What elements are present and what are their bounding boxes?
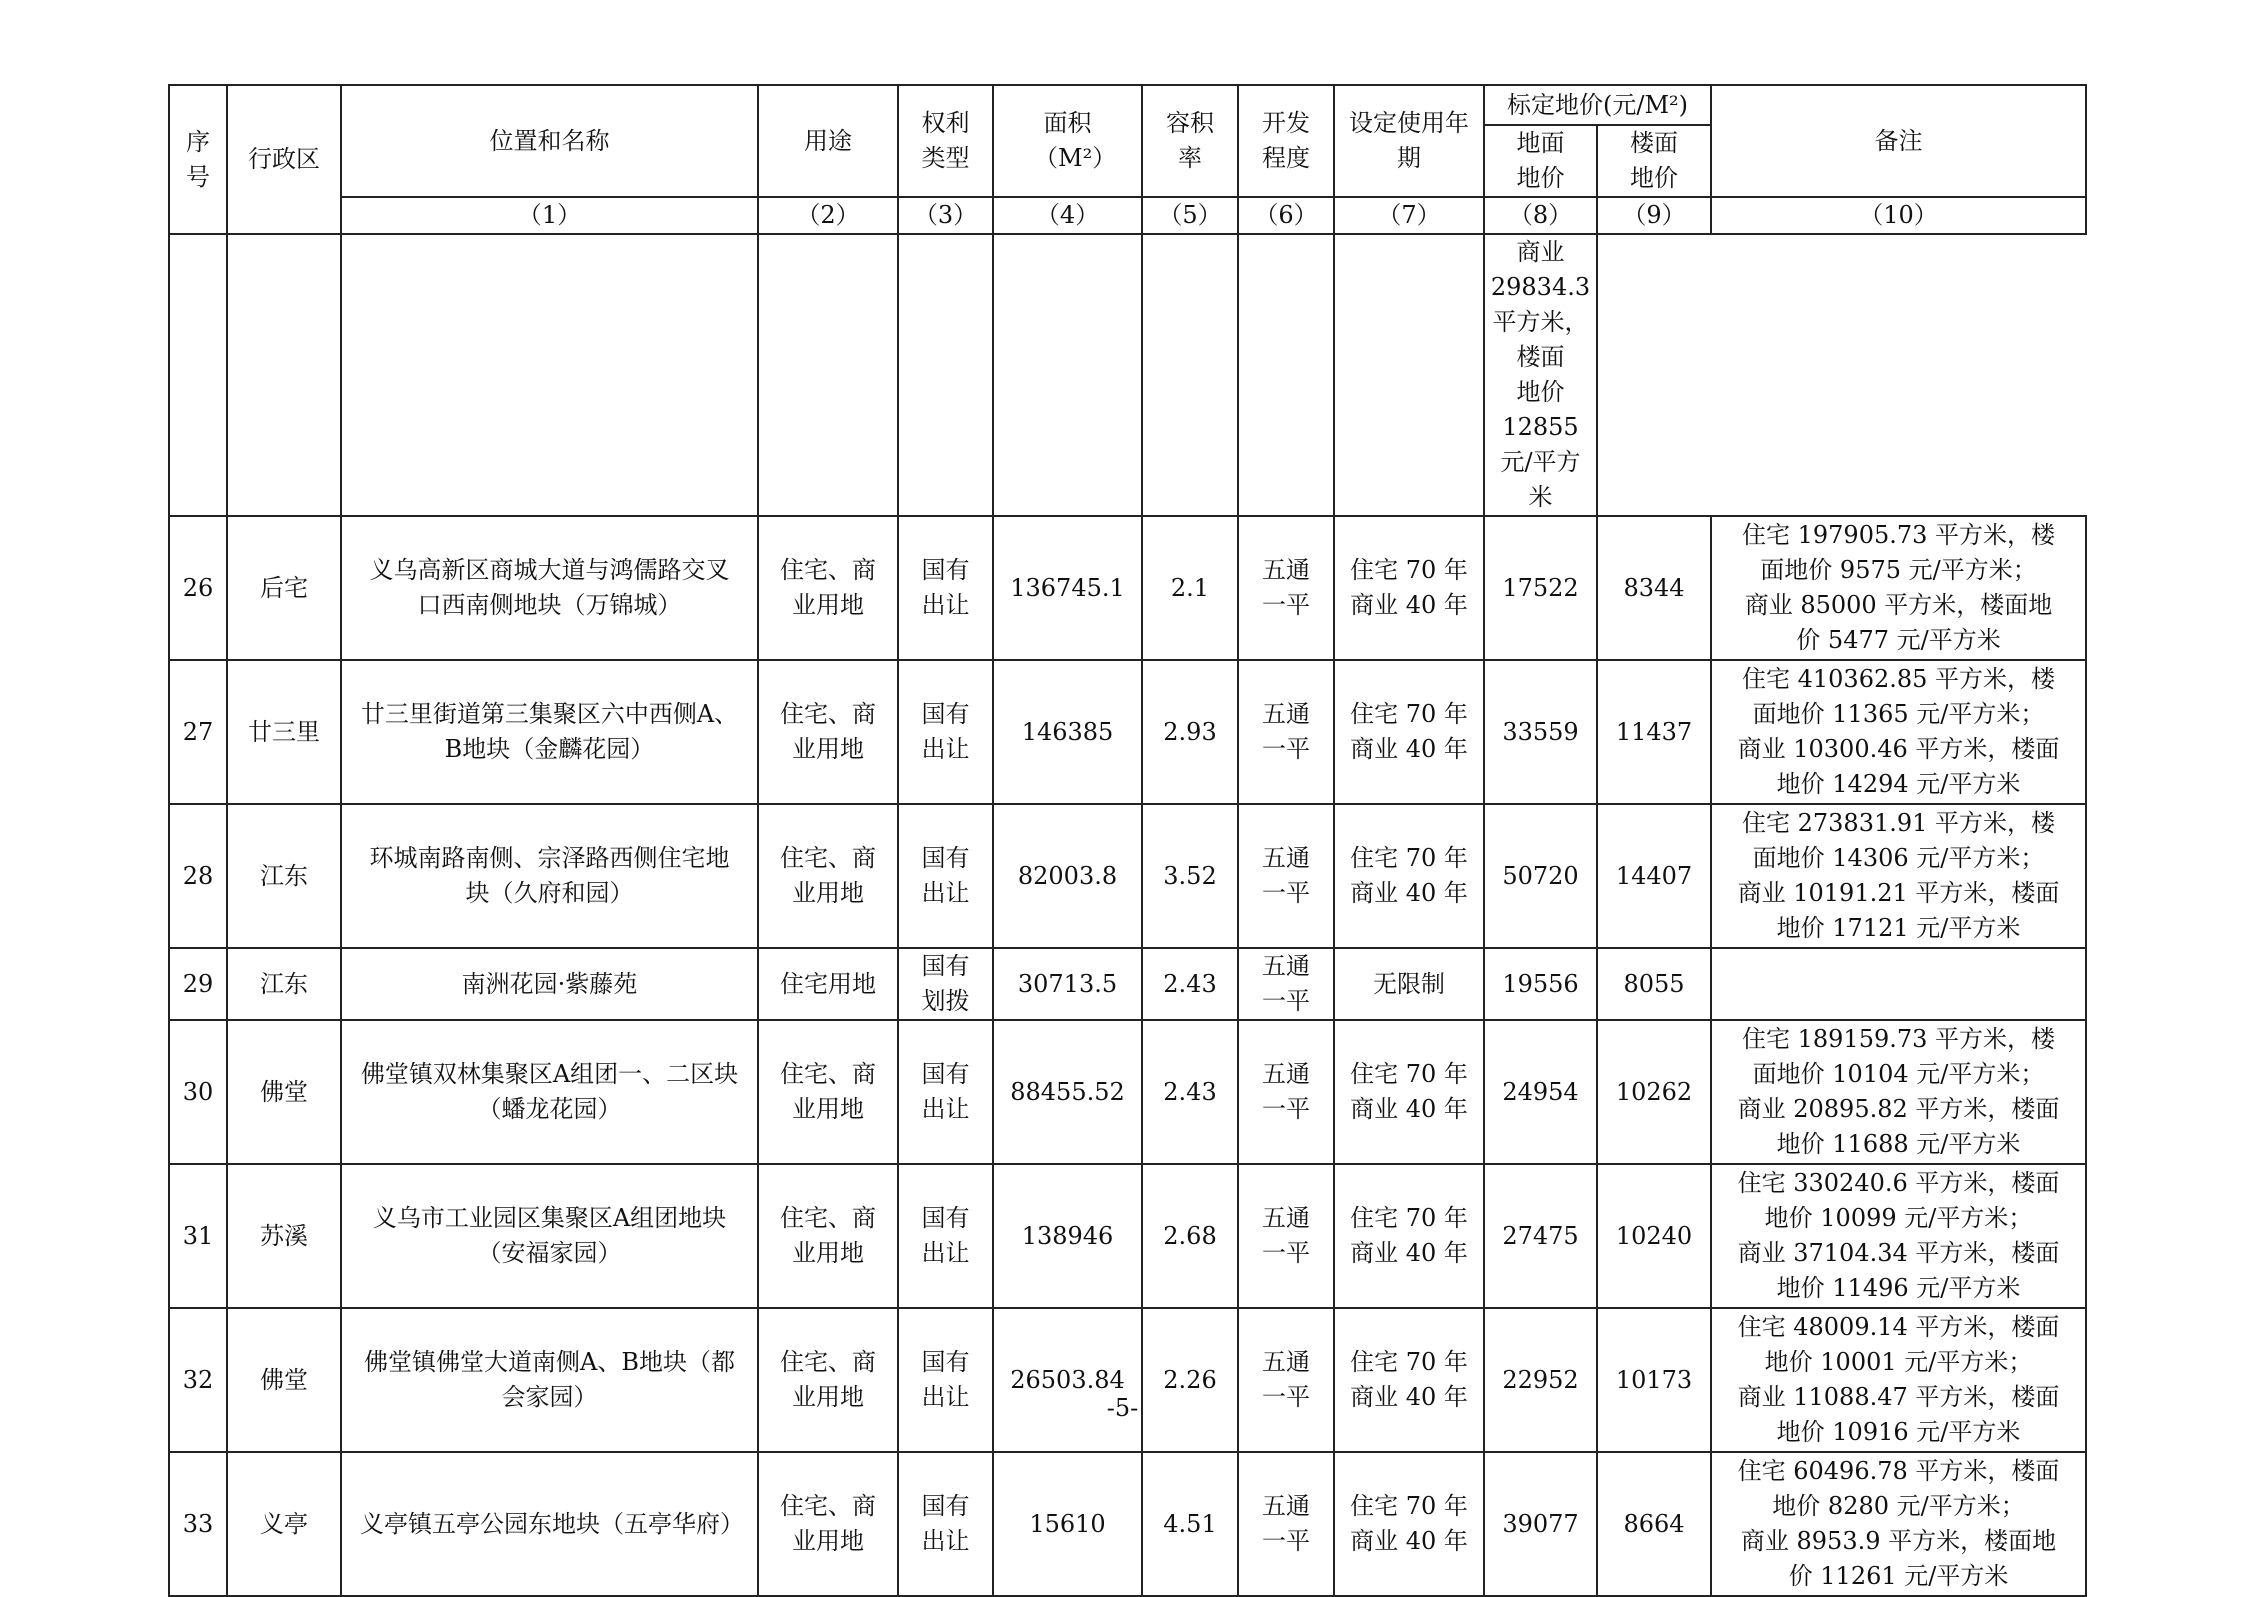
remark-line: 地价 11496 元/平方米 [1776,1274,2021,1302]
row-far: 2.43 [1142,1020,1238,1164]
row-rights: 国有出让 [898,516,993,660]
row-remark [1711,1308,2086,1452]
row-land-price: 33559 [1484,660,1597,804]
header-seq: 序号 [169,85,227,234]
column-number: （1） [341,197,758,234]
row-land-price: 19556 [1484,948,1597,1020]
row-floor-price: 11437 [1597,660,1711,804]
column-number: （3） [898,197,993,234]
row-use: 住宅、商业用地 [758,1164,898,1308]
column-number: （5） [1142,197,1238,234]
table-row [169,948,2086,1020]
row-floor-price: 8344 [1597,516,1711,660]
remark-line: 价 5477 元/平方米 [1796,626,2001,654]
remark-line: 面地价 11365 元/平方米； [1752,700,2045,728]
row-term: 住宅 70 年 商业 40 年 [1334,1308,1484,1452]
row-seq: 27 [169,660,227,804]
row-floor-price: 8664 [1597,1452,1711,1596]
row-far: 2.93 [1142,660,1238,804]
row-far: 4.51 [1142,1452,1238,1596]
table-row [169,660,2086,804]
remark-line: 商业 10300.46 平方米，楼面 [1737,735,2060,763]
row-use: 住宅、商业用地 [758,516,898,660]
row-rights: 国有出让 [898,1020,993,1164]
row-district: 苏溪 [227,1164,341,1308]
column-number: （8） [1484,197,1597,234]
row-floor-price: 10240 [1597,1164,1711,1308]
row-location: 义乌高新区商城大道与鸿儒路交叉口西南侧地块（万锦城） [341,516,758,660]
row-area: 136745.1 [993,516,1142,660]
row-far: 3.52 [1142,804,1238,948]
header-remarks: 备注 [1711,85,2086,197]
row-land-price: 24954 [1484,1020,1597,1164]
row-use: 住宅、商业用地 [758,1452,898,1596]
remark-line: 价 11261 元/平方米 [1788,1562,2009,1590]
remark-line: 商业 37104.34 平方米，楼面 [1737,1239,2060,1267]
row-area: 26503.84 [993,1308,1142,1452]
remark-line: 住宅 410362.85 平方米，楼 [1741,665,2056,693]
row-term: 住宅 70 年 商业 40 年 [1334,1452,1484,1596]
header-rights: 权利类型 [898,85,993,197]
remark-line: 住宅 48009.14 平方米，楼面 [1737,1313,2060,1341]
row-area: 15610 [993,1452,1142,1596]
row-location: 佛堂镇佛堂大道南侧A、B地块（都会家园） [341,1308,758,1452]
row-location: 佛堂镇双林集聚区A组团一、二区块（蟠龙花园） [341,1020,758,1164]
row-seq: 26 [169,516,227,660]
header-far: 容积率 [1142,85,1238,197]
row-land-price: 39077 [1484,1452,1597,1596]
row-remark [1711,804,2086,948]
row-location: 南洲花园·紫藤苑 [341,948,758,1020]
row-rights: 国有出让 [898,804,993,948]
row-floor-price: 10262 [1597,1020,1711,1164]
row-rights: 国有出让 [898,660,993,804]
remark-line: 地价 10099 元/平方米； [1764,1204,2033,1232]
header-area: 面积（M²） [993,85,1142,197]
row-term: 住宅 70 年 商业 40 年 [1334,660,1484,804]
header-use: 用途 [758,85,898,197]
row-remark [1711,1164,2086,1308]
row-far: 2.1 [1142,516,1238,660]
row-land-price: 27475 [1484,1164,1597,1308]
remark-line: 地价 17121 元/平方米 [1776,914,2021,942]
row-location: 廿三里街道第三集聚区六中西侧A、B地块（金麟花园） [341,660,758,804]
row-rights: 国有出让 [898,1164,993,1308]
row-seq: 31 [169,1164,227,1308]
row-far: 2.26 [1142,1308,1238,1452]
remark-line: 商业 20895.82 平方米，楼面 [1737,1095,2060,1123]
row-area: 88455.52 [993,1020,1142,1164]
row-dev: 五通一平 [1238,948,1334,1020]
table-row [169,516,2086,660]
page-number: -5- [1106,1394,1139,1422]
header-term: 设定使用年期 [1334,85,1484,197]
row-term: 住宅 70 年 商业 40 年 [1334,1020,1484,1164]
row-rights: 国有划拨 [898,948,993,1020]
header-price-group: 标定地价(元/M²) [1484,85,1711,125]
remark-line: 地价 11688 元/平方米 [1776,1130,2021,1158]
continued-remark-cell [1484,234,1597,516]
row-area: 146385 [993,660,1142,804]
remark-line: 面地价 14306 元/平方米； [1752,844,2045,872]
row-dev: 五通一平 [1238,804,1334,948]
row-floor-price: 14407 [1597,804,1711,948]
row-area: 82003.8 [993,804,1142,948]
table-row [169,1164,2086,1308]
row-district: 江东 [227,804,341,948]
row-district: 廿三里 [227,660,341,804]
table-row [169,804,2086,948]
row-far: 2.68 [1142,1164,1238,1308]
remark-line: 面地价 10104 元/平方米； [1752,1060,2045,1088]
row-location: 义乌市工业园区集聚区A组团地块（安福家园） [341,1164,758,1308]
row-seq: 30 [169,1020,227,1164]
row-seq: 28 [169,804,227,948]
row-term: 无限制 [1334,948,1484,1020]
row-land-price: 50720 [1484,804,1597,948]
remark-line: 商业 29834.3 平方米，楼面 [1490,238,1591,371]
row-district: 佛堂 [227,1020,341,1164]
row-seq: 29 [169,948,227,1020]
row-dev: 五通一平 [1238,516,1334,660]
remark-line: 住宅 273831.91 平方米，楼 [1741,809,2056,837]
row-remark [1711,660,2086,804]
row-rights: 国有出让 [898,1308,993,1452]
row-floor-price: 8055 [1597,948,1711,1020]
remark-line: 商业 8953.9 平方米，楼面地 [1740,1527,2057,1555]
row-use: 住宅、商业用地 [758,1308,898,1452]
row-remark [1711,1452,2086,1596]
table-row [169,1020,2086,1164]
header-district: 行政区 [227,85,341,234]
land-price-table [168,84,2087,1597]
row-location: 环城南路南侧、宗泽路西侧住宅地块（久府和园） [341,804,758,948]
column-number: （9） [1597,197,1711,234]
row-dev: 五通一平 [1238,1452,1334,1596]
row-location: 义亭镇五亭公园东地块（五亭华府） [341,1452,758,1596]
row-use: 住宅、商业用地 [758,804,898,948]
row-dev: 五通一平 [1238,660,1334,804]
remark-line: 住宅 60496.78 平方米，楼面 [1737,1457,2060,1485]
row-land-price: 22952 [1484,1308,1597,1452]
row-remark [1711,516,2086,660]
row-dev: 五通一平 [1238,1308,1334,1452]
column-number: （7） [1334,197,1484,234]
row-area: 30713.5 [993,948,1142,1020]
remark-line: 面地价 9575 元/平方米； [1760,556,2037,584]
row-district: 后宅 [227,516,341,660]
row-use: 住宅用地 [758,948,898,1020]
row-rights: 国有出让 [898,1452,993,1596]
remark-line: 地价 10916 元/平方米 [1776,1418,2021,1446]
table-row [169,1308,2086,1452]
remark-line: 地价 10001 元/平方米； [1764,1348,2033,1376]
row-land-price: 17522 [1484,516,1597,660]
row-use: 住宅、商业用地 [758,1020,898,1164]
column-number: （4） [993,197,1142,234]
row-seq: 33 [169,1452,227,1596]
remark-line: 商业 85000 平方米，楼面地 [1744,591,2053,619]
row-remark [1711,948,2086,1020]
remark-line: 住宅 189159.73 平方米，楼 [1741,1025,2056,1053]
column-number: （2） [758,197,898,234]
row-district: 江东 [227,948,341,1020]
row-district: 义亭 [227,1452,341,1596]
table-row [169,1452,2086,1596]
row-floor-price: 10173 [1597,1308,1711,1452]
remark-line: 地价 12855 元/平方米 [1500,378,1581,511]
remark-line: 商业 10191.21 平方米，楼面 [1737,879,2060,907]
remark-line: 地价 14294 元/平方米 [1776,770,2021,798]
table-body [169,234,2086,1596]
row-district: 佛堂 [227,1308,341,1452]
remark-line: 住宅 197905.73 平方米，楼 [1741,521,2056,549]
header-land-price: 地面地价 [1484,125,1597,197]
remark-line: 地价 8280 元/平方米； [1772,1492,2025,1520]
remark-line: 商业 11088.47 平方米，楼面 [1737,1383,2060,1411]
row-area: 138946 [993,1164,1142,1308]
row-far: 2.43 [1142,948,1238,1020]
table-row [169,234,2086,516]
row-dev: 五通一平 [1238,1164,1334,1308]
row-seq: 32 [169,1308,227,1452]
row-term: 住宅 70 年 商业 40 年 [1334,804,1484,948]
column-number: （6） [1238,197,1334,234]
column-number-row [169,197,2086,234]
column-number: （10） [1711,197,2086,234]
remark-line: 住宅 330240.6 平方米，楼面 [1737,1169,2060,1197]
row-dev: 五通一平 [1238,1020,1334,1164]
row-term: 住宅 70 年 商业 40 年 [1334,516,1484,660]
header-dev: 开发程度 [1238,85,1334,197]
row-term: 住宅 70 年 商业 40 年 [1334,1164,1484,1308]
header-floor-price: 楼面地价 [1597,125,1711,197]
header-location: 位置和名称 [341,85,758,197]
row-remark [1711,1020,2086,1164]
row-use: 住宅、商业用地 [758,660,898,804]
